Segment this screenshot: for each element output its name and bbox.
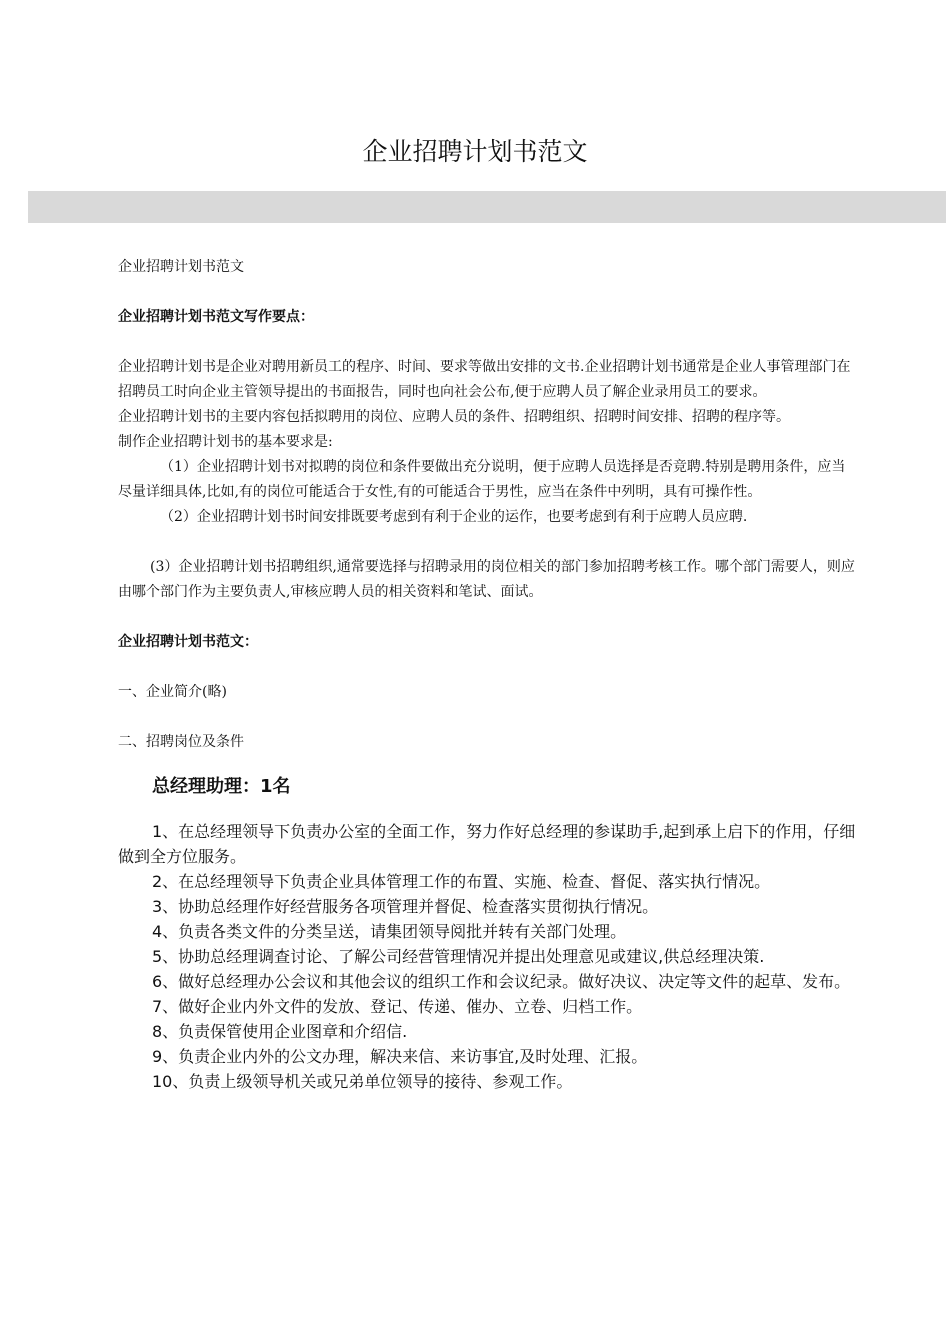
duty-item: 6、做好总经理办公会议和其他会议的组织工作和会议纪录。做好决议、决定等文件的起草、发布。 (152, 972, 851, 991)
duty-item: 2、在总经理领导下负责企业具体管理工作的布置、实施、检查、督促、落实执行情况。 (152, 872, 771, 891)
section-positions: 二、招聘岗位及条件 (118, 734, 244, 750)
position-title: 总经理助理：1名 (152, 776, 291, 797)
requirement-1: （1）企业招聘计划书对拟聘的岗位和条件要做出充分说明，便于应聘人员选择是否竞聘.特别是聘用条件，应当尽量详细具体,比如,有的岗位可能适合于女性,有的可能适合于男性，应当在条件中列明，具有可操作性。 (118, 459, 846, 500)
header-band (28, 191, 946, 223)
document-title: 企业招聘计划书范文 (362, 137, 588, 166)
paragraph-contents: 企业招聘计划书的主要内容包括拟聘用的岗位、应聘人员的条件、招聘组织、招聘时间安排、招聘的程序等。 (118, 409, 790, 425)
heading-writing-points: 企业招聘计划书范文写作要点： (118, 309, 314, 325)
duty-item: 4、负责各类文件的分类呈送，请集团领导阅批并转有关部门处理。 (152, 922, 627, 941)
requirement-3: (3）企业招聘计划书招聘组织,通常要选择与招聘录用的岗位相关的部门参加招聘考核工作。哪个部门需要人，则应由哪个部门作为主要负责人,审核应聘人员的相关资料和笔试、面试。 (118, 559, 855, 600)
duty-item: 9、负责企业内外的公文办理，解决来信、来访事宜,及时处理、汇报。 (152, 1047, 648, 1066)
subtitle: 企业招聘计划书范文 (118, 259, 244, 275)
paragraph-definition: 企业招聘计划书是企业对聘用新员工的程序、时间、要求等做出安排的文书.企业招聘计划书通常是企业人事管理部门在招聘员工时向企业主管领导提出的书面报告，同时也向社会公布,便于应聘人员了解企业录用员工的要求。 (118, 359, 851, 400)
duty-item: 1、在总经理领导下负责办公室的全面工作，努力作好总经理的参谋助手,起到承上启下的作用，仔细做到全方位服务。 (118, 822, 856, 866)
duty-item: 3、协助总经理作好经营服务各项管理并督促、检查落实贯彻执行情况。 (152, 897, 659, 916)
duty-item: 10、负责上级领导机关或兄弟单位领导的接待、参观工作。 (152, 1072, 573, 1091)
duty-item: 5、协助总经理调查讨论、了解公司经营管理情况并提出处理意见或建议,供总经理决策. (152, 947, 765, 966)
duty-item: 8、负责保管使用企业图章和介绍信. (152, 1022, 408, 1041)
requirement-2: （2）企业招聘计划书时间安排既要考虑到有利于企业的运作，也要考虑到有利于应聘人员应聘. (160, 509, 748, 525)
document-body (118, 255, 858, 1094)
heading-sample: 企业招聘计划书范文： (118, 634, 258, 650)
section-company-intro: 一、企业简介(略) (118, 684, 227, 700)
duties-list (118, 819, 858, 1094)
paragraph-requirements-intro: 制作企业招聘计划书的基本要求是: (118, 434, 333, 450)
duty-item: 7、做好企业内外文件的发放、登记、传递、催办、立卷、归档工作。 (152, 997, 643, 1016)
